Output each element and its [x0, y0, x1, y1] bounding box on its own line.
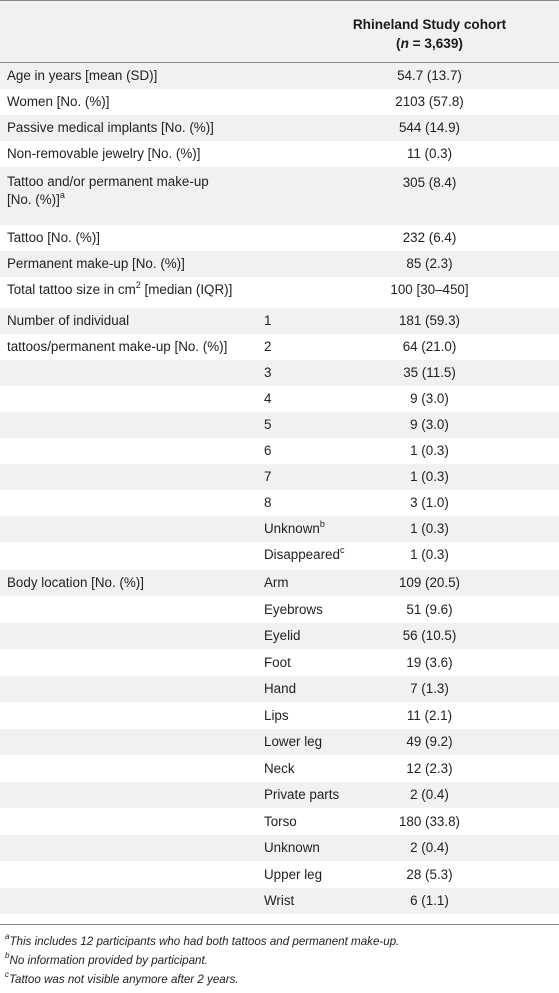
table-row	[0, 703, 559, 729]
row-sublabel: Eyelid	[264, 628, 301, 643]
row-sublabel: 3	[264, 365, 272, 380]
row-value: 2 (0.4)	[410, 787, 449, 802]
table-row	[0, 308, 559, 334]
row-value: 3 (1.0)	[410, 495, 449, 510]
row-value: 64 (21.0)	[402, 339, 457, 354]
row-label: Total tattoo size in $cm^2$ [median (IQR)]	[7, 279, 233, 297]
table-row	[0, 115, 559, 141]
row-sublabel: 2	[264, 339, 272, 354]
row-sublabel: Upper leg	[264, 867, 323, 882]
row-value: 9 (3.0)	[410, 391, 449, 406]
row-sublabel: Lower leg	[264, 734, 323, 749]
table-row	[0, 570, 559, 596]
row-value: 35 (11.5)	[403, 365, 456, 380]
row-label: Permanent make-up [No. (%)]	[7, 256, 185, 271]
table-row	[0, 386, 559, 412]
row-value: 85 (2.3)	[406, 256, 453, 271]
table-row	[0, 782, 559, 808]
table-row	[0, 438, 559, 464]
row-label: Tattoo [No. (%)]	[7, 230, 101, 245]
row-value: 19 (3.6)	[406, 655, 453, 670]
footnote: $^b$No information provided by participant.	[5, 951, 208, 967]
row-sublabel: 6	[264, 443, 272, 458]
row-value: 544 (14.9)	[398, 120, 461, 135]
row-value: 2103 (57.8)	[395, 94, 464, 109]
row-sublabel: Lips	[264, 708, 289, 723]
row-value: 9 (3.0)	[410, 417, 449, 432]
row-sublabel: Eyebrows	[264, 602, 323, 617]
row-value: 6 (1.1)	[410, 893, 449, 908]
row-value: 2 (0.4)	[410, 840, 449, 855]
column-header-cohort	[300, 15, 559, 53]
row-value: 28 (5.3)	[406, 867, 453, 882]
row-value: 1 (0.3)	[410, 443, 449, 458]
row-sublabel: Unknown	[264, 840, 320, 855]
table-row	[0, 809, 559, 835]
row-value: 11 (0.3)	[406, 146, 453, 161]
table-row	[0, 251, 559, 277]
row-value: 56 (10.5)	[402, 628, 457, 643]
row-sublabel: 4	[264, 391, 272, 406]
row-value: 12 (2.3)	[406, 761, 453, 776]
row-value: 100 [30–450]	[390, 282, 469, 297]
row-label: Women [No. (%)]	[7, 94, 110, 109]
row-sublabel: Disappeared$^c$	[264, 544, 345, 562]
row-sublabel: Hand	[264, 681, 297, 696]
row-sublabel: Arm	[264, 575, 289, 590]
table-row	[0, 141, 559, 167]
row-value: 7 (1.3)	[410, 681, 449, 696]
table-row	[0, 360, 559, 386]
table-row	[0, 597, 559, 623]
footnote: $^c$Tattoo was not visible anymore after 2 years.	[5, 970, 239, 986]
row-sublabel: 8	[264, 495, 272, 510]
table-row	[0, 63, 559, 89]
table-bottom-divider	[0, 924, 559, 925]
table-header	[0, 0, 559, 63]
row-sublabel: Private parts	[264, 787, 340, 802]
group-label: Body location [No. (%)]	[7, 575, 144, 590]
group-label-line2: tattoos/permanent make-up [No. (%)]	[7, 339, 228, 354]
row-label: Age in years [mean (SD)]	[7, 68, 158, 83]
cohort-n: (n = 3,639)	[396, 36, 463, 51]
row-sublabel: 1	[264, 313, 272, 328]
table-row	[0, 835, 559, 861]
table-row	[0, 650, 559, 676]
row-sublabel: Neck	[264, 761, 295, 776]
table-row	[0, 623, 559, 649]
row-value: 11 (2.1)	[406, 708, 453, 723]
table-row	[0, 888, 559, 914]
row-value: 1 (0.3)	[410, 521, 449, 536]
row-sublabel: Foot	[264, 655, 291, 670]
table-row	[0, 89, 559, 115]
table-row	[0, 490, 559, 516]
table-row	[0, 167, 559, 225]
footnote: $^a$This includes 12 participants who had both tattoos and permanent make-up.	[5, 932, 400, 948]
row-label: Tattoo and/or permanent make-up [No. (%)]$^a$	[7, 174, 209, 207]
row-label: Non-removable jewelry [No. (%)]	[7, 146, 201, 161]
table-row	[0, 277, 559, 303]
row-value: 49 (9.2)	[406, 734, 453, 749]
table-row	[0, 756, 559, 782]
table-row	[0, 862, 559, 888]
row-sublabel: 7	[264, 469, 272, 484]
row-value: 54.7 (13.7)	[397, 68, 462, 83]
row-value: 1 (0.3)	[410, 469, 449, 484]
row-value: 180 (33.8)	[398, 814, 461, 829]
row-value: 109 (20.5)	[398, 575, 461, 590]
table-row	[0, 334, 559, 360]
table-row	[0, 412, 559, 438]
row-value: 305 (8.4)	[402, 175, 457, 190]
table-row	[0, 542, 559, 568]
group-label-line1: Number of individual	[7, 313, 130, 328]
row-value: 1 (0.3)	[410, 547, 449, 562]
row-value: 51 (9.6)	[406, 602, 453, 617]
table-row	[0, 676, 559, 702]
table-row	[0, 464, 559, 490]
table-row	[0, 225, 559, 251]
row-value: 232 (6.4)	[402, 230, 457, 245]
row-value: 181 (59.3)	[398, 313, 461, 328]
table-row	[0, 516, 559, 542]
cohort-title: Rhineland Study cohort	[352, 17, 507, 32]
row-sublabel: Wrist	[264, 893, 295, 908]
table-row	[0, 729, 559, 755]
row-sublabel: Unknown$^b$	[264, 518, 325, 536]
row-sublabel: Torso	[264, 814, 297, 829]
row-sublabel: 5	[264, 417, 272, 432]
row-label: Passive medical implants [No. (%)]	[7, 120, 214, 135]
